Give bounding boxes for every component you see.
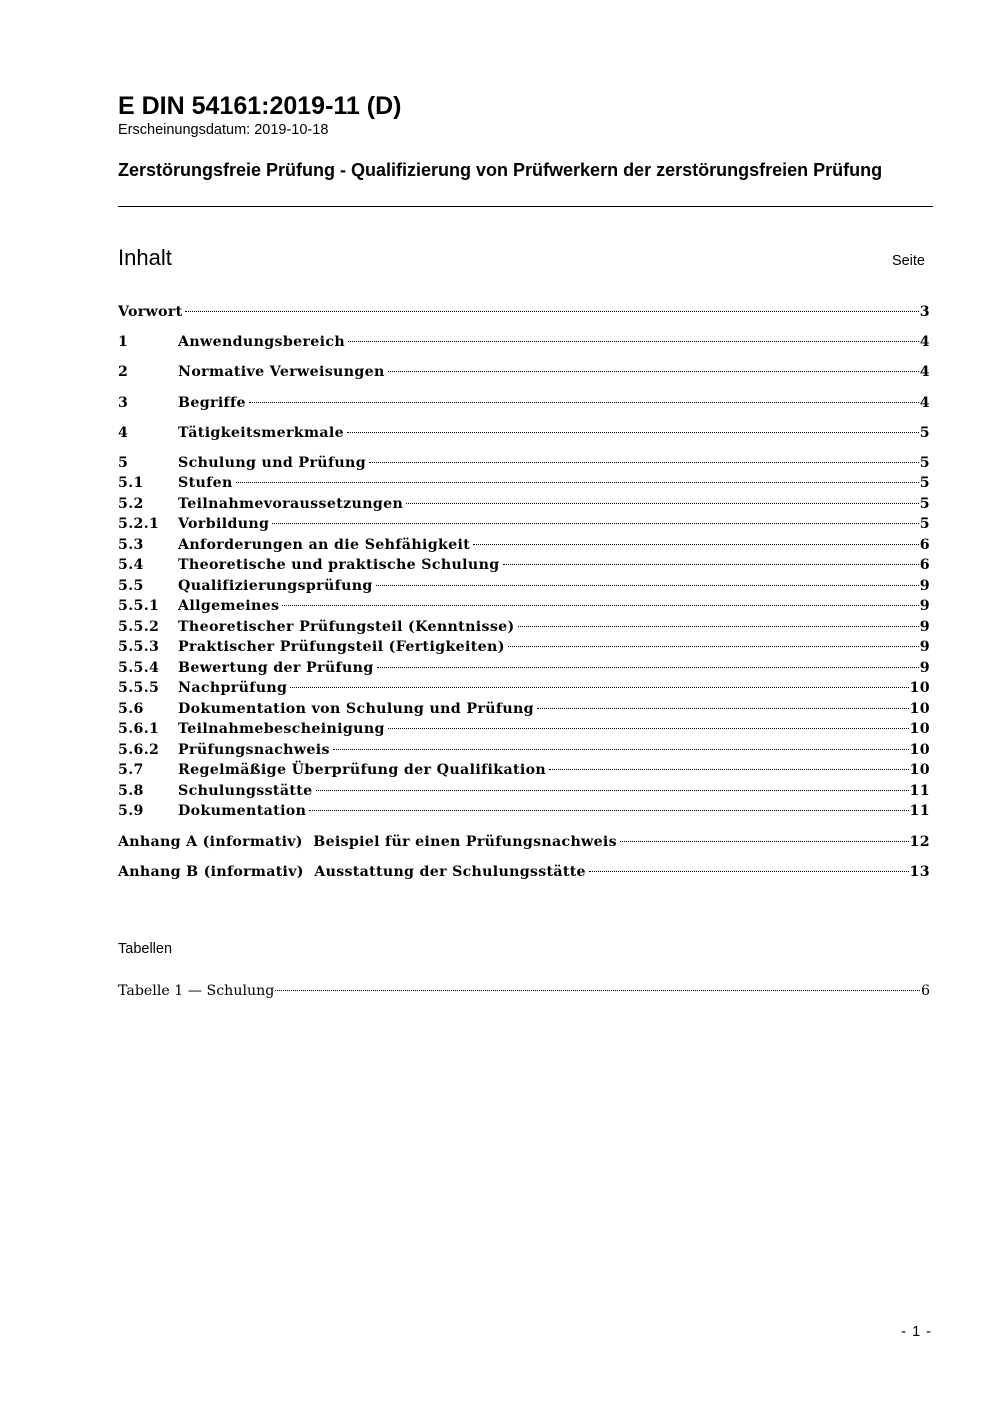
title-divider [118,206,933,207]
dot-leader [473,544,919,545]
document-id: E DIN 54161:2019-11 (D) [118,92,402,120]
toc-entry-5-3[interactable] [118,535,930,556]
toc-entry-number: 3 [118,394,129,411]
toc-entry-number: 5.7 [118,762,144,779]
toc-entry-title: Theoretischer Prüfungsteil (Kenntnisse) [178,618,515,635]
toc-entry-2[interactable] [118,362,930,383]
toc-entry-title: Theoretische und praktische Schulung [178,557,500,574]
toc-entry-5-6-1[interactable] [118,719,930,740]
toc-entry-annex-b[interactable] [118,862,930,883]
dot-leader [369,462,919,463]
table-of-contents [118,302,930,882]
toc-entry-5-5-4[interactable] [118,658,930,679]
toc-entry-page: 6 [919,536,930,553]
toc-entry-5-6[interactable] [118,699,930,720]
toc-entry-page: 9 [919,659,930,676]
toc-entry-5-5[interactable] [118,576,930,597]
toc-entry-title: Qualifizierungsprüfung [178,577,373,594]
toc-entry-3[interactable] [118,393,930,414]
toc-entry-5-5-3[interactable] [118,637,930,658]
toc-entry-number: 5.8 [118,782,144,799]
toc-entry-page: 5 [919,495,930,512]
toc-entry-page: 10 [909,721,930,738]
toc-entry-title: Schulungsstätte [178,782,313,799]
toc-entry-number: 5.5.4 [118,659,160,676]
toc-entry-5-9[interactable] [118,801,930,822]
toc-entry-title: Stufen [178,475,233,492]
dot-leader [333,749,909,750]
toc-entry-5-2[interactable] [118,494,930,515]
toc-entry-5-2-1[interactable] [118,514,930,535]
toc-entry-number: 2 [118,364,129,381]
dot-leader [275,990,920,991]
toc-entry-number: 5.6.2 [118,741,160,758]
table-entry-1[interactable] [118,981,930,1002]
dot-leader [376,585,919,586]
toc-entry-page: 5 [919,424,930,441]
toc-entry-title: Anforderungen an die Sehfähigkeit [178,536,471,553]
publication-date: Erscheinungsdatum: 2019-10-18 [118,122,329,138]
toc-entry-page: 4 [919,364,930,381]
toc-entry-1[interactable] [118,332,930,353]
tables-heading: Tabellen [118,941,173,957]
list-of-tables [118,981,930,1002]
toc-entry-5-5-2[interactable] [118,617,930,638]
toc-entry-5-6-2[interactable] [118,740,930,761]
toc-entry-page: 10 [909,700,930,717]
toc-entry-page: 13 [909,863,930,880]
toc-entry-page: 10 [909,762,930,779]
toc-entry-page: 9 [919,639,930,656]
toc-entry-page: 5 [919,454,930,471]
toc-entry-title: Normative Verweisungen [178,364,385,381]
toc-entry-title: Vorbildung [178,516,270,533]
dot-leader [388,371,919,372]
dot-leader [347,432,919,433]
toc-entry-page: 11 [909,803,930,820]
toc-entry-title: Allgemeines [178,598,280,615]
toc-entry-page: 4 [919,394,930,411]
toc-entry-title: Nachprüfung [178,680,288,697]
toc-entry-5-1[interactable] [118,473,930,494]
toc-entry-5-4[interactable] [118,555,930,576]
dot-leader [249,402,919,403]
toc-entry-4[interactable] [118,423,930,444]
dot-leader [377,667,919,668]
table-entry-title: Tabelle 1 — Schulung [118,983,275,999]
dot-leader [503,564,919,565]
toc-entry-vorwort[interactable] [118,302,930,323]
toc-entry-title: Anhang A (informativ) Beispiel für einen Prüfungsnachweis [118,833,617,850]
toc-entry-5-5-1[interactable] [118,596,930,617]
dot-leader [236,482,919,483]
toc-entry-number: 5.2 [118,495,144,512]
toc-entry-page: 12 [909,833,930,850]
dot-leader [290,687,908,688]
toc-entry-title: Prüfungsnachweis [178,741,330,758]
dot-leader [309,810,908,811]
toc-entry-page: 10 [909,741,930,758]
dot-leader [589,871,909,872]
toc-entry-annex-a[interactable] [118,832,930,853]
toc-entry-number: 1 [118,334,129,351]
dot-leader [348,341,919,342]
table-entry-page: 6 [920,983,930,999]
toc-entry-title: Vorwort [118,304,183,320]
toc-entry-title: Dokumentation [178,803,307,820]
toc-entry-page: 9 [919,598,930,615]
toc-entry-number: 5.2.1 [118,516,160,533]
toc-entry-5-7[interactable] [118,760,930,781]
toc-entry-title: Anhang B (informativ) Ausstattung der Schulungsstätte [118,863,586,880]
page-number: - 1 - [901,1324,932,1340]
toc-entry-title: Teilnahmebescheinigung [178,721,385,738]
toc-entry-title: Begriffe [178,394,246,411]
dot-leader [620,841,909,842]
toc-entry-5-5-5[interactable] [118,678,930,699]
toc-entry-title: Schulung und Prüfung [178,454,366,471]
toc-entry-number: 5.4 [118,557,144,574]
toc-entry-number: 5.6.1 [118,721,160,738]
toc-entry-page: 10 [909,680,930,697]
document-subject: Zerstörungsfreie Prüfung - Qualifizierung von Prüfwerkern der zerstörungsfreien Prüfung [118,160,883,180]
toc-entry-number: 5.9 [118,803,144,820]
toc-entry-number: 5.5.3 [118,639,160,656]
toc-entry-title: Teilnahmevoraussetzungen [178,495,404,512]
toc-heading: Inhalt [118,245,172,270]
toc-entry-page: 9 [919,577,930,594]
toc-entry-number: 5 [118,454,129,471]
toc-entry-number: 5.5.1 [118,598,160,615]
toc-entry-title: Praktischer Prüfungsteil (Fertigkeiten) [178,639,505,656]
toc-entry-number: 5.6 [118,700,144,717]
dot-leader [316,790,909,791]
dot-leader [508,646,919,647]
dot-leader [537,708,909,709]
toc-entry-number: 4 [118,424,129,441]
toc-entry-title: Bewertung der Prüfung [178,659,374,676]
dot-leader [185,311,918,312]
toc-entry-5-8[interactable] [118,781,930,802]
toc-entry-number: 5.3 [118,536,144,553]
toc-entry-page: 5 [919,475,930,492]
toc-entry-number: 5.5.2 [118,618,160,635]
toc-entry-5[interactable] [118,453,930,474]
toc-entry-page: 3 [919,304,930,320]
dot-leader [272,523,918,524]
toc-entry-page: 4 [919,334,930,351]
toc-page-label: Seite [891,253,925,269]
toc-entry-page: 9 [919,618,930,635]
toc-entry-title: Dokumentation von Schulung und Prüfung [178,700,534,717]
toc-entry-number: 5.1 [118,475,144,492]
toc-entry-page: 6 [919,557,930,574]
dot-leader [282,605,918,606]
dot-leader [388,728,909,729]
toc-entry-page: 5 [919,516,930,533]
dot-leader [518,626,919,627]
toc-entry-title: Regelmäßige Überprüfung der Qualifikation [178,762,547,779]
dot-leader [406,503,919,504]
toc-entry-number: 5.5 [118,577,144,594]
toc-entry-title: Anwendungsbereich [178,334,346,351]
toc-entry-page: 11 [909,782,930,799]
toc-entry-number: 5.5.5 [118,680,160,697]
toc-entry-title: Tätigkeitsmerkmale [178,424,344,441]
dot-leader [549,769,908,770]
